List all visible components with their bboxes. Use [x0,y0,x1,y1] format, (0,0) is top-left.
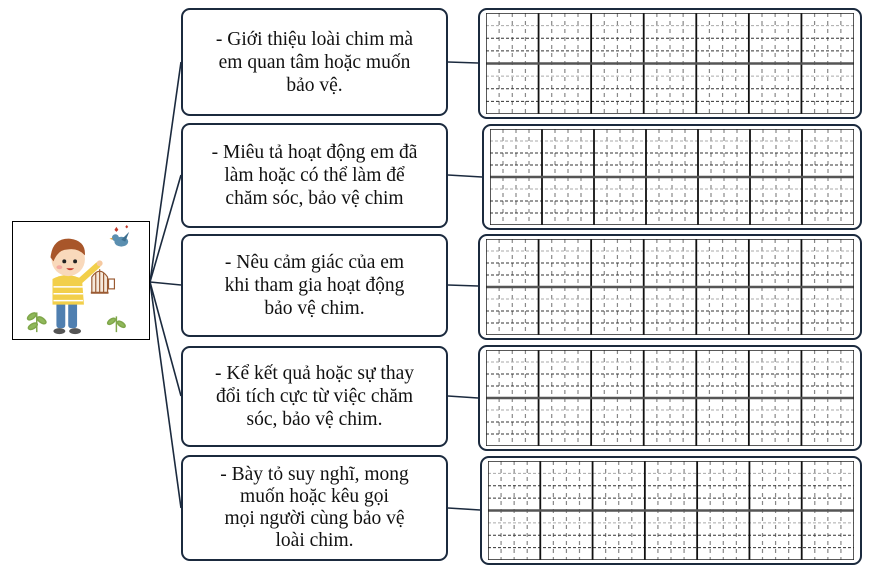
writing-grid-5[interactable] [480,456,862,565]
prompt-box-thoughts-call [181,455,448,561]
prompt-line: muốn hoặc kêu gọi [240,486,389,507]
writing-grid-1[interactable] [478,8,862,119]
prompt-line: bảo vệ. [286,74,343,96]
handwriting-grid[interactable] [490,129,854,225]
handwriting-grid[interactable] [488,461,854,560]
boy-with-birdcage-illustration [12,221,150,340]
prompt-box-introduce-bird [181,8,448,116]
prompt-line: - Bày tỏ suy nghĩ, mong [220,464,409,485]
prompt-line: em quan tâm hoặc muốn [218,51,411,73]
prompt-line: bảo vệ chim. [264,298,365,319]
prompt-line: - Miêu tả hoạt động em đã [211,142,418,163]
prompt-line: - Kể kết quả hoặc sự thay [215,363,414,384]
writing-grid-4[interactable] [478,345,862,451]
writing-grid-3[interactable] [478,234,862,340]
prompt-line: mọi người cùng bảo vệ [224,508,405,529]
prompt-box-feelings [181,234,448,337]
prompt-box-results [181,346,448,447]
prompt-line: làm hoặc có thể làm để [224,165,405,186]
prompt-line: chăm sóc, bảo vệ chim [225,188,404,209]
prompt-line: khi tham gia hoạt động [224,275,405,296]
prompt-line: - Nêu cảm giác của em [224,252,405,273]
prompt-box-describe-activity [181,123,448,228]
prompt-line: - Giới thiệu loài chim mà [215,28,414,50]
handwriting-grid[interactable] [486,13,854,114]
handwriting-grid[interactable] [486,239,854,335]
writing-grid-2[interactable] [482,124,862,230]
handwriting-grid[interactable] [486,350,854,446]
prompt-line: sóc, bảo vệ chim. [246,409,383,430]
prompt-line: đổi tích cực từ việc chăm [215,386,414,407]
prompt-line: loài chim. [275,530,354,551]
